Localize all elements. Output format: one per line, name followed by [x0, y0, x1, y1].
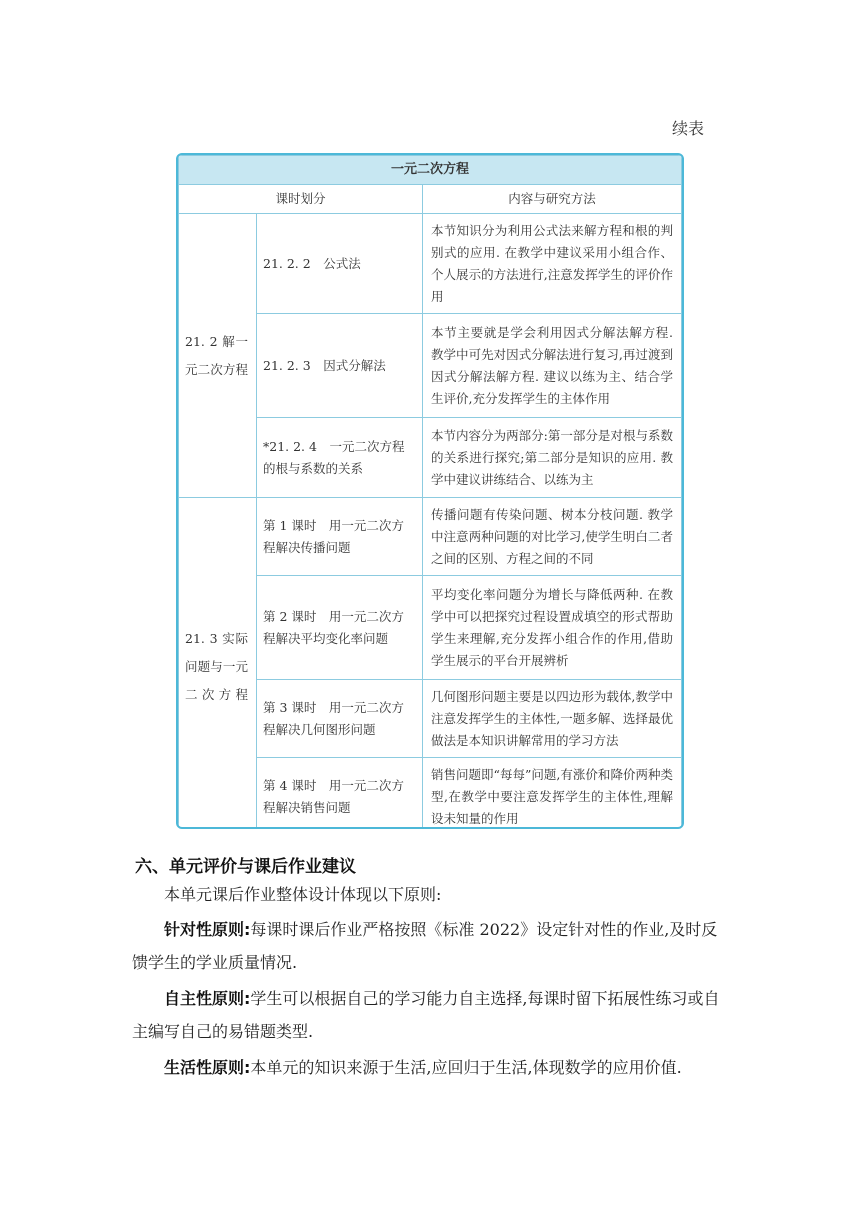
- lesson-cell: 第 3 课时 用一元二次方程解决几何图形问题: [257, 680, 423, 758]
- principle-paragraph: [132, 913, 732, 979]
- principle-name: 生活性原则:: [164, 1058, 251, 1077]
- section-cell: 21. 3 实际问题与一元二次方程: [179, 498, 257, 830]
- content-cell: 本节主要就是学会利用因式分解法解方程. 教学中可先对因式分解法进行复习,再过渡到因式分解法解方程. 建议以练为主、结合学生评价,充分发挥学生的主体作用: [423, 314, 682, 418]
- lesson-cell: 第 2 课时 用一元二次方程解决平均变化率问题: [257, 576, 423, 680]
- section-cell: 21. 2 解一元二次方程: [179, 214, 257, 498]
- principle-paragraph: [132, 1051, 732, 1084]
- intro-paragraph: 本单元课后作业整体设计体现以下原则:: [164, 885, 442, 904]
- continued-label: 续表: [672, 119, 705, 138]
- content-cell: 几何图形问题主要是以四边形为载体,教学中注意发挥学生的主体性,一题多解、选择最优做法是本知识讲解常用的学习方法: [423, 680, 682, 758]
- table-row: [179, 498, 682, 576]
- principle-name: 针对性原则:: [164, 920, 251, 939]
- content-cell: 销售问题即“每每”问题,有涨价和降价两种类型,在教学中要注意发挥学生的主体性,理解设未知量的作用: [423, 758, 682, 830]
- content-cell: 传播问题有传染问题、树本分枝问题. 教学中注意两种问题的对比学习,使学生明白二者之间的区别、方程之间的不同: [423, 498, 682, 576]
- content-cell: 本节知识分为利用公式法来解方程和根的判别式的应用. 在教学中建议采用小组合作、个人展示的方法进行,注意发挥学生的评价作用: [423, 214, 682, 314]
- header-content-method: 内容与研究方法: [423, 185, 682, 214]
- lesson-cell: 第 1 课时 用一元二次方程解决传播问题: [257, 498, 423, 576]
- content-cell: 本节内容分为两部分:第一部分是对根与系数的关系进行探究;第二部分是知识的应用. 教学中建议讲练结合、以练为主: [423, 418, 682, 498]
- principle-text: 每课时课后作业严格按照《标准 2022》设定针对性的作业,及时反馈学生的学业质量情况.: [132, 920, 718, 972]
- principle-text: 本单元的知识来源于生活,应回归于生活,体现数学的应用价值.: [250, 1058, 682, 1077]
- principle-name: 自主性原则:: [164, 989, 251, 1008]
- lesson-cell: 21. 2. 3 因式分解法: [257, 314, 423, 418]
- lesson-table-grid: [178, 155, 682, 829]
- principle-text: 学生可以根据自己的学习能力自主选择,每课时留下拓展性练习或自主编写自己的易错题类型.: [132, 989, 720, 1041]
- table-row: [179, 214, 682, 314]
- content-cell: 平均变化率问题分为增长与降低两种. 在教学中可以把探究过程设置成填空的形式帮助学生来理解,充分发挥小组合作的作用,借助学生展示的平台开展辨析: [423, 576, 682, 680]
- section-heading: 六、单元评价与课后作业建议: [135, 857, 356, 877]
- table-title: 一元二次方程: [179, 156, 682, 185]
- header-lesson-division: 课时划分: [179, 185, 423, 214]
- lesson-table: [176, 153, 684, 829]
- lesson-cell: *21. 2. 4 一元二次方程的根与系数的关系: [257, 418, 423, 498]
- lesson-cell: 21. 2. 2 公式法: [257, 214, 423, 314]
- principle-paragraph: [132, 982, 732, 1048]
- lesson-cell: 第 4 课时 用一元二次方程解决销售问题: [257, 758, 423, 830]
